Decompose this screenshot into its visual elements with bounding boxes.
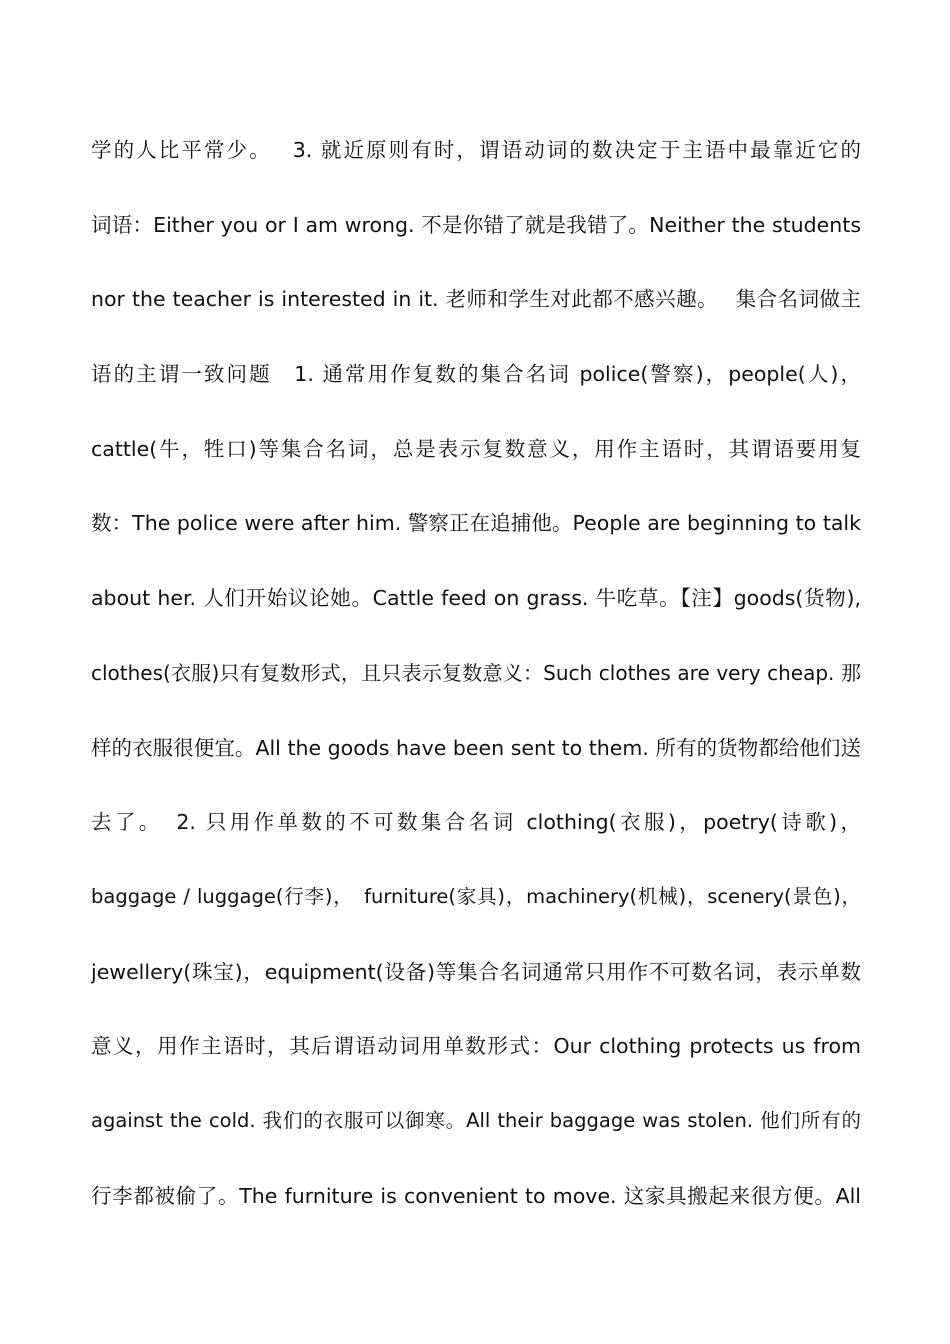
text-line: 去了。 2. 只用作单数的不可数集合名词 clothing(衣服)，poetry(诗歌)， xyxy=(91,810,861,835)
document-body xyxy=(91,128,861,1248)
text-line: jewellery(珠宝)，equipment(设备)等集合名词通常只用作不可数名词，表示单数 xyxy=(91,959,861,984)
text-line: cattle(牛，牲口)等集合名词，总是表示复数意义，用作主语时，其谓语要用复 xyxy=(91,436,861,461)
text-line: 学的人比平常少。 3. 就近原则有时，谓语动词的数决定于主语中最靠近它的 xyxy=(91,138,861,162)
text-line: clothes(衣服)只有复数形式，且只表示复数意义：Such clothes are very cheap. 那 xyxy=(91,660,861,685)
text-line: 语的主谓一致问题 1. 通常用作复数的集合名词 police(警察)，people(人)， xyxy=(91,362,861,387)
text-line: 行李都被偷了。The furniture is convenient to move. 这家具搬起来很方便。All xyxy=(91,1183,861,1208)
text-line: 数：The police were after him. 警察正在追捕他。People are beginning to talk xyxy=(91,511,861,536)
text-line: 词语：Either you or I am wrong. 不是你错了就是我错了。Neither the students xyxy=(91,212,861,237)
text-line: against the cold. 我们的衣服可以御寒。All their baggage was stolen. 他们所有的 xyxy=(91,1108,861,1132)
text-line: nor the teacher is interested in it. 老师和学生对此都不感兴趣。 集合名词做主 xyxy=(91,287,861,312)
text-line: about her. 人们开始议论她。Cattle feed on grass. 牛吃草。【注】goods(货物), xyxy=(91,586,861,611)
text-line: 样的衣服很便宜。All the goods have been sent to them. 所有的货物都给他们送 xyxy=(91,735,861,760)
text-line: 意义，用作主语时，其后谓语动词用单数形式：Our clothing protects us from xyxy=(91,1034,861,1059)
text-line: baggage / luggage(行李)， furniture(家具)，machinery(机械)，scenery(景色)， xyxy=(91,884,861,908)
